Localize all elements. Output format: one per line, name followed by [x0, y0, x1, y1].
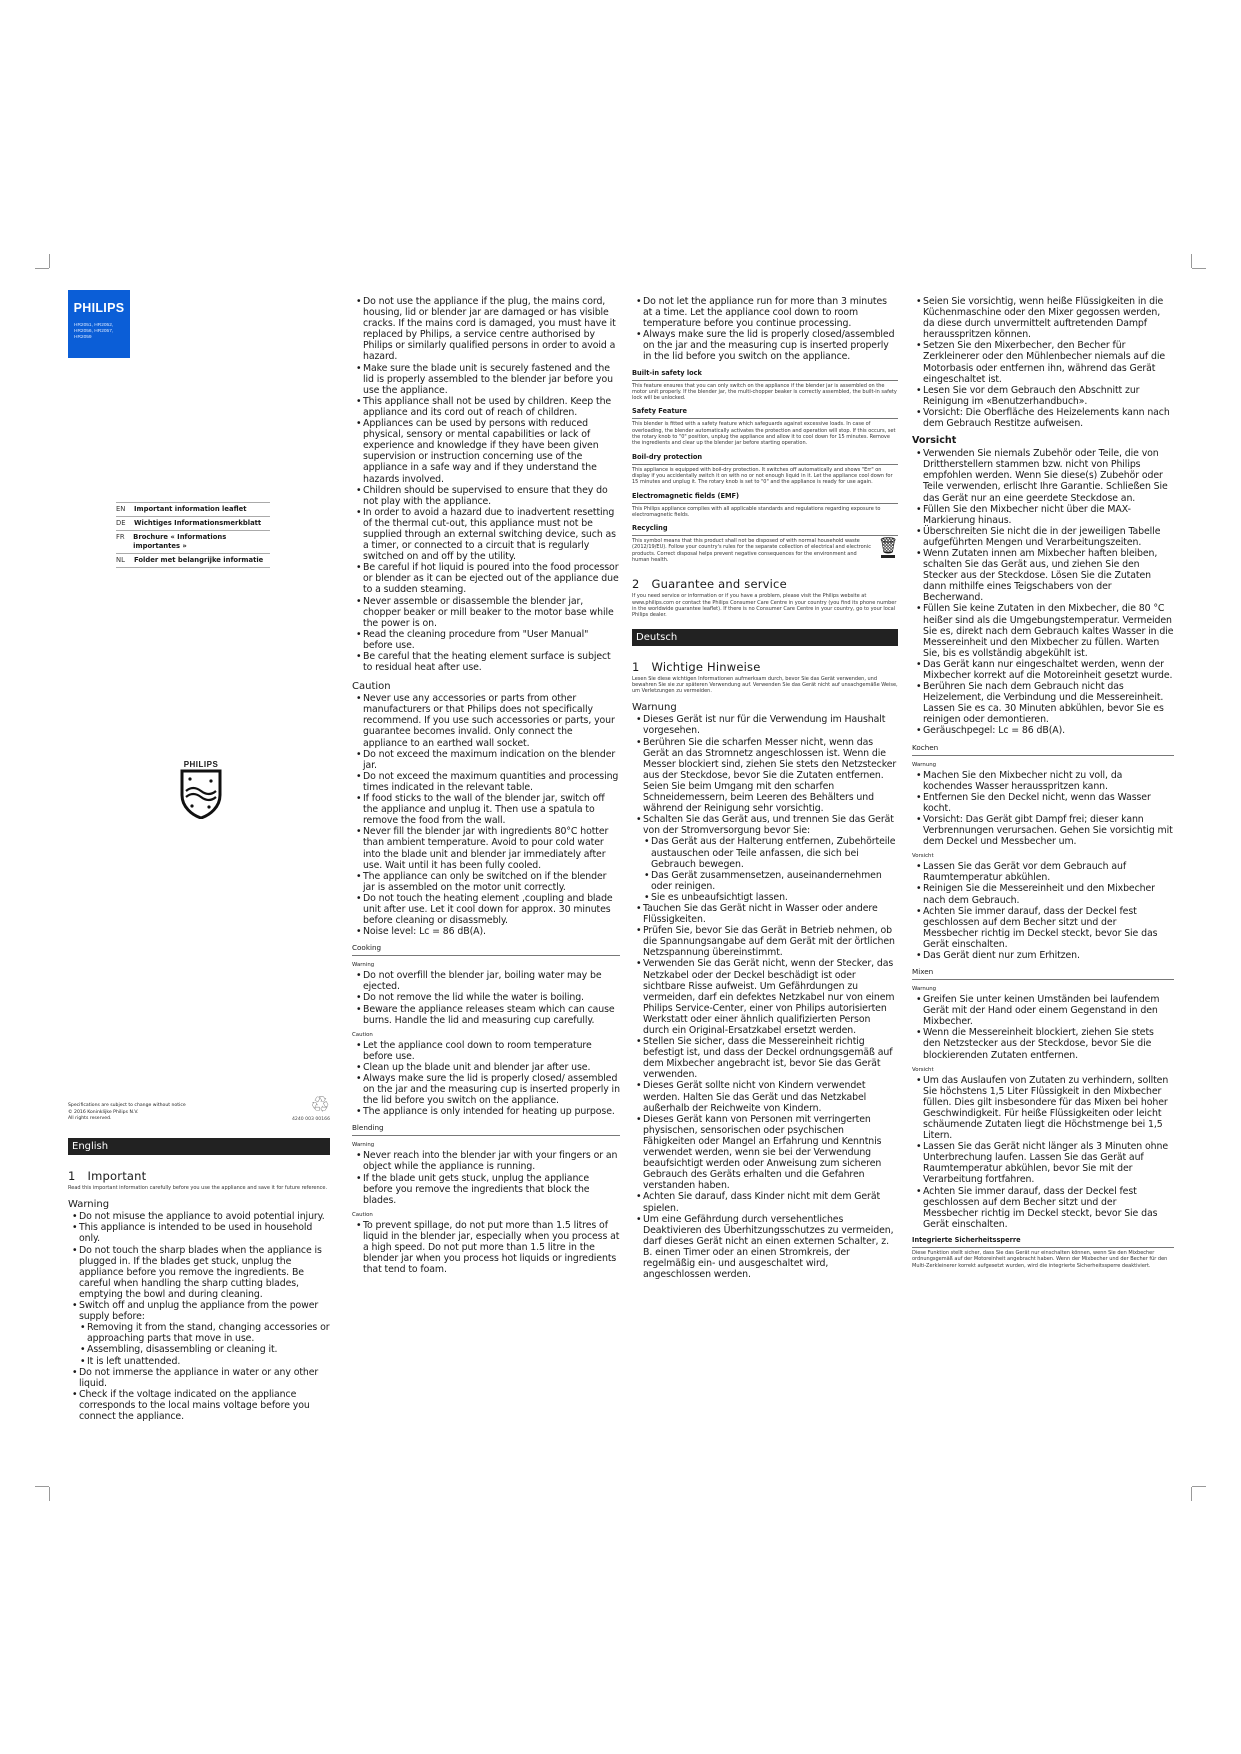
list-item: • Never assemble or disassemble the blender jar, chopper beaker or mill beaker to the motor base while the power is on.: [352, 596, 620, 629]
list-item: • Überschreiten Sie nicht die in der jeweiligen Tabelle aufgeführten Mengen und Verarbeitungszeiten.: [912, 526, 1174, 548]
column-cover: [68, 290, 330, 1422]
boil-dry-heading: Boil-dry protection: [632, 453, 898, 465]
column-deutsch-2: [912, 296, 1174, 1269]
philips-logo: [68, 290, 130, 358]
list-item: • Füllen Sie keine Zutaten in den Mixbecher, die 80 °C heißer sind als die Umgebungstemperatur. Vermeiden Sie es, direkt nach dem Gebrauch kaltes Wasser in die Messereinheit und den Mixbecher zu füllen. Warten Sie, bis es vollständig abgekühlt ist.: [912, 603, 1174, 658]
leaflet-row-en: [116, 502, 270, 516]
list-item: • Entfernen Sie den Deckel nicht, wenn das Wasser kocht.: [912, 792, 1174, 814]
shield-icon: [180, 769, 222, 819]
crop-mark: [49, 254, 50, 268]
list-item: • This appliance shall not be used by children. Keep the appliance and its cord out of reach of children.: [352, 396, 620, 418]
section-heading-important: [68, 1169, 330, 1183]
list-item: • Verwenden Sie das Gerät nicht, wenn der Stecker, das Netzkabel oder der Deckel beschädigt ist oder sichtbare Risse aufweist. Um Gefährdungen zu vermeiden, darf ein defektes Netzkabel nur von einem Philips Service-Center, einer von Philips autorisierten Werkstatt oder einer ähnlich qualifizierten Person durch ein Original-Ersatzkabel ersetzt werden.: [632, 958, 898, 1036]
kochen-warnung-label: Warnung: [912, 761, 937, 768]
list-item: • This appliance is intended to be used in household only.: [68, 1222, 330, 1244]
lang-code: EN: [116, 505, 126, 513]
cooking-warning-list: [352, 970, 620, 1025]
list-item: • Do not let the appliance run for more than 3 minutes at a time. Let the appliance cool down to room temperature before you continue processing.: [632, 296, 898, 329]
warnung-list-continued: [912, 296, 1174, 429]
cooking-warning-label: Warning: [352, 962, 375, 969]
model-line: HR2051, HR2052,: [74, 323, 114, 328]
list-item: • Verwenden Sie niemals Zubehör oder Teile, die von Drittherstellern stammen bzw. nicht von Philips empfohlen werden. Wenn Sie diese(s) Zubehör oder Teile verwenden, erlischt Ihre Garantie. Schließen Sie das Gerät nur an eine geerdete Steckdose an.: [912, 448, 1174, 503]
list-item: • If the blade unit gets stuck, unplug the appliance before you remove the ingredients that block the blades.: [352, 1173, 620, 1206]
list-item: • Do not overfill the blender jar, boiling water may be ejected.: [352, 970, 620, 992]
list-item: • Lassen Sie das Gerät nicht länger als 3 Minuten ohne Unterbrechung laufen. Lassen Sie das Gerät auf Raumtemperatur abkühlen, bevor Sie mit der Verarbeitung fortfahren.: [912, 1141, 1174, 1185]
recycling-block: [632, 538, 898, 563]
list-item: • Wenn die Messereinheit blockiert, ziehen Sie stets den Netzstecker aus der Steckdose, bevor Sie die blockierenden Zutaten entfernen.: [912, 1027, 1174, 1060]
list-item: • Sie es unbeaufsichtigt lassen.: [632, 892, 898, 903]
list-item: • Vorsicht: Die Oberfläche des Heizelements kann nach dem Gebrauch Restitze aufweisen.: [912, 407, 1174, 429]
list-item: • Prüfen Sie, bevor Sie das Gerät in Betrieb nehmen, ob die Spannungsangabe auf dem Gerät mit der örtlichen Netzspannung übereinstimmt.: [632, 925, 898, 958]
list-item: • Achten Sie darauf, dass Kinder nicht mit dem Gerät spielen.: [632, 1191, 898, 1213]
blending-heading: Blending: [352, 1123, 620, 1136]
column-english-3: [632, 296, 898, 1280]
list-item: • Das Gerät aus der Halterung entfernen, Zubehörteile austauschen oder Teile anfassen, die sich bei Gebrauch bewegen.: [632, 836, 898, 869]
list-item: • Das Gerät dient nur zum Erhitzen.: [912, 950, 1174, 961]
list-item: • Achten Sie immer darauf, dass der Deckel fest geschlossen auf dem Becher sitzt und der Messbecher richtig im Deckel steckt, bevor Sie das Gerät einschalten.: [912, 906, 1174, 950]
list-item: • Berühren Sie nach dem Gebrauch nicht das Heizelement, die Verbindung und die Messereinheit. Lassen Sie es ca. 30 Minuten abkühlen, bevor Sie es reinigen oder demontieren.: [912, 681, 1174, 725]
brand-wordmark: PHILIPS: [73, 301, 125, 315]
mixen-warnung-list: [912, 994, 1174, 1061]
list-item: • Do not touch the heating element ,coupling and blade unit after use. Let it cool down for approx. 30 minutes before cleaning or disassmebly.: [352, 893, 620, 926]
mixen-vorsicht-list: [912, 1075, 1174, 1230]
blending-caution-label: Caution: [352, 1211, 373, 1218]
list-item: • Setzen Sie den Mixerbecher, den Becher für Zerkleinerer oder den Mühlenbecher niemals auf die Motorbasis oder entfernen ihn, während das Gerät eingeschaltet ist.: [912, 340, 1174, 384]
lang-code: FR: [116, 533, 125, 541]
list-item: • Reinigen Sie die Messereinheit und den Mixbecher nach dem Gebrauch.: [912, 883, 1174, 905]
list-item: • The appliance is only intended for heating up purpose.: [352, 1106, 620, 1117]
list-item: • The appliance can only be switched on if the blender jar is assembled on the motor unit correctly.: [352, 871, 620, 893]
leaflet-title: Brochure « Informations importantes »: [133, 533, 227, 550]
crop-mark: [35, 1486, 49, 1487]
list-item: • Beware the appliance releases steam which can cause burns. Handle the lid and measuring cup carefully.: [352, 1004, 620, 1026]
blending-caution-list: [352, 1220, 620, 1275]
copyright-text: [68, 1103, 186, 1122]
list-item: • Do not touch the sharp blades when the appliance is plugged in. If the blades get stuck, unplug the appliance before you remove the ingredients. Be careful when handling the sharp cutting blades, emptying the bowl and during cleaning.: [68, 1245, 330, 1300]
caution-heading: Caution: [352, 681, 391, 693]
leaflet-title: Wichtiges Informationsmerkblatt: [134, 519, 262, 527]
list-item: • Dieses Gerät ist nur für die Verwendung im Haushalt vorgesehen.: [632, 714, 898, 736]
kochen-warnung-list: [912, 770, 1174, 848]
language-header-deutsch: Deutsch: [632, 629, 898, 646]
list-item: • Noise level: Lc = 86 dB(A).: [352, 926, 620, 937]
cooking-heading: Cooking: [352, 943, 620, 956]
list-item: • In order to avoid a hazard due to inadvertent resetting of the thermal cut-out, this appliance must not be supplied through an external switching device, such as a timer, or connected to a circuit that is regularly switched on and off by the utility.: [352, 507, 620, 562]
blending-caution-list-continued: [632, 296, 898, 363]
list-item: • Let the appliance cool down to room temperature before use.: [352, 1040, 620, 1062]
list-item: • Be careful that the heating element surface is subject to residual heat after use.: [352, 651, 620, 673]
footer-line: © 2016 Koninklijke Philips N.V.: [68, 1109, 139, 1115]
list-item: • Never fill the blender jar with ingredients 80°C hotter than ambient temperature. Avoid to pour cold water into the blade unit and blender jar immediately after use. Wait until it has been fully cooled.: [352, 826, 620, 870]
list-item: • Read the cleaning procedure from "User Manual" before use.: [352, 629, 620, 651]
list-item: • Achten Sie immer darauf, dass der Deckel fest geschlossen auf dem Becher sitzt und der Messbecher richtig im Deckel steckt, bevor Sie das Gerät einschalten.: [912, 1186, 1174, 1230]
recycling-heading: Recycling: [632, 524, 898, 536]
safety-feature-heading: Safety Feature: [632, 407, 898, 419]
list-item: • Schalten Sie das Gerät aus, und trennen Sie das Gerät von der Stromversorgung bevor Sie:: [632, 814, 898, 836]
crop-mark: [1192, 1486, 1206, 1487]
safety-lock-text: This feature ensures that you can only switch on the appliance if the blender jar is assembled on the motor unit properly. If the blender jar, the multi-chopper beaker is correctly assembled, the built-in safety lock will be unlocked.: [632, 382, 897, 402]
crop-mark: [1191, 1487, 1192, 1501]
crop-mark: [1191, 254, 1192, 268]
list-item: • Das Gerät zusammensetzen, auseinandernehmen oder reinigen.: [632, 870, 898, 892]
leaflet-language-list: [116, 502, 270, 568]
shield-wordmark: PHILIPS: [183, 760, 219, 769]
model-line: HR2059: [74, 335, 92, 340]
lang-code: DE: [116, 519, 126, 527]
list-item: • Removing it from the stand, changing accessories or approaching parts that move in use.: [68, 1322, 330, 1344]
leaflet-title: Folder met belangrijke informatie: [134, 556, 264, 564]
vorsicht-list: [912, 448, 1174, 736]
list-item: • Greifen Sie unter keinen Umständen bei laufendem Gerät mit der Hand oder einem Gegenstand in den Mixbecher.: [912, 994, 1174, 1027]
footer-line: Specifications are subject to change without notice: [68, 1103, 186, 1109]
list-item: • Seien Sie vorsichtig, wenn heiße Flüssigkeiten in die Küchenmaschine oder den Mixer gegossen werden, da diese durch unvermittelt auftretenden Dampf herausspritzen können.: [912, 296, 1174, 340]
kochen-vorsicht-list: [912, 861, 1174, 961]
list-item: • Tauchen Sie das Gerät nicht in Wasser oder andere Flüssigkeiten.: [632, 903, 898, 925]
list-item: • To prevent spillage, do not put more than 1.5 litres of liquid in the blender jar, especially when you process at a high speed. Do not put more than 1.5 litre in the blender jar when you process hot liquids or ingredients that tend to foam.: [352, 1220, 620, 1275]
list-item: • Do not exceed the maximum indication on the blender jar.: [352, 749, 620, 771]
mixen-heading: Mixen: [912, 967, 1174, 980]
list-item: • Do not exceed the maximum quantities and processing times indicated in the relevant table.: [352, 771, 620, 793]
list-item: • Never use any accessories or parts from other manufacturers or that Philips does not specifically recommend. If you use such accessories or parts, your guarantee becomes invalid. Only connect the appliance to an earthed wall socket.: [352, 693, 620, 748]
section-title: Guarantee and service: [651, 577, 787, 592]
model-numbers: [68, 323, 130, 341]
warning-heading: Warning: [68, 1199, 110, 1211]
sicherheitssperre-heading: Integrierte Sicherheitssperre: [912, 1236, 1174, 1248]
warning-list: [68, 1211, 330, 1422]
leaflet-title: Important information leaflet: [134, 505, 247, 513]
guarantee-text: If you need service or information or if you have a problem, please visit the Philips website at www.philips.com or contact the Philips Consumer Care Centre in your country (you find its phone number in the worldwide guarantee leaflet). If there is no Consumer Care Centre in your country, go to your local Philips dealer.: [632, 593, 897, 619]
safety-feature-text: This blender is fitted with a safety feature which safeguards against excessive loads. In case of overloading, the blender automatically activates the protection and operation will stop. If this occurs, set the rotary knob to "0" position, unplug the appliance and allow it to cool down for 15 minutes. Remove the ingredients and clear up the blender jar before starting operation.: [632, 421, 896, 447]
list-item: • It is left unattended.: [68, 1356, 330, 1367]
section-number: 1: [632, 659, 640, 674]
list-item: • Füllen Sie den Mixbecher nicht über die MAX-Markierung hinaus.: [912, 504, 1174, 526]
list-item: • Always make sure the lid is properly closed/assembled on the jar and the measuring cup is inserted properly in the lid before you switch on the appliance.: [632, 329, 898, 362]
list-item: • Be careful if hot liquid is poured into the food processor or blender as it can be ejected out of the appliance due to a sudden steaming.: [352, 562, 620, 595]
list-item: • Stellen Sie sicher, dass die Messereinheit richtig befestigt ist, und dass der Deckel ordnungsgemäß auf dem Mixbecher angebracht ist, bevor Sie das Gerät verwenden.: [632, 1036, 898, 1080]
footer-line: All rights reserved.: [68, 1115, 112, 1121]
section-title: Wichtige Hinweise: [651, 659, 761, 674]
model-line: HR2056, HR2057,: [74, 329, 114, 334]
recycle-icon: ♲: [310, 1093, 330, 1118]
list-item: • Um eine Gefährdung durch versehentliches Deaktivieren des Überhitzungsschutzes zu vermeiden, darf dieses Gerät nicht an einen externen Schalter, z. B. einen Timer oder an einen Stromkreis, der regelmäßig ein- und ausgeschaltet wird, angeschlossen werden.: [632, 1214, 898, 1281]
section-title: Important: [87, 1169, 147, 1183]
emf-heading: Electromagnetic fields (EMF): [632, 492, 898, 504]
list-item: • Clean up the blade unit and blender jar after use.: [352, 1062, 620, 1073]
list-item: • Berühren Sie die scharfen Messer nicht, wenn das Gerät an das Stromnetz angeschlossen ist. Wenn die Messer blockiert sind, ziehen Sie stets den Netzstecker aus der Steckdose, bevor Sie die Zutaten entfernen. Seien Sie beim Umgang mit den scharfen Schneidemessern, beim Leeren des Behälters und während der Reinigung sehr vorsichtig.: [632, 737, 898, 815]
list-item: • Machen Sie den Mixbecher nicht zu voll, da kochendes Wasser herausspritzen kann.: [912, 770, 1174, 792]
list-item: • If food sticks to the wall of the blender jar, switch off the appliance and unplug it. Then use a spatula to remove the food from the wall.: [352, 793, 620, 826]
list-item: • Do not remove the lid while the water is boiling.: [352, 992, 620, 1003]
list-item: • Make sure the blade unit is securely fastened and the lid is properly assembled to the blender jar before you use the appliance.: [352, 363, 620, 396]
kochen-heading: Kochen: [912, 743, 1174, 756]
list-item: • Never reach into the blender jar with your fingers or an object while the appliance is running.: [352, 1150, 620, 1172]
column-english-2: [352, 296, 620, 1275]
sicherheitssperre-text: Diese Funktion stellt sicher, dass Sie das Gerät nur einschalten können, wenn Sie den Mixbecher ordnungsgemäß auf der Motoreinheit angebracht haben. Wenn der Mixbecher und der Becher für den Multi-Zerkleinerer korrekt aufgesetzt wurden, wird die integrierte Sicherheitssperre deaktiviert.: [912, 1249, 1168, 1269]
philips-shield-logo: [180, 760, 222, 823]
caution-list: [352, 693, 620, 937]
blending-warning-label: Warning: [352, 1142, 375, 1149]
list-item: • Lassen Sie das Gerät vor dem Gebrauch auf Raumtemperatur abkühlen.: [912, 861, 1174, 883]
bin-bar: [881, 555, 895, 558]
list-item: • Appliances can be used by persons with reduced physical, sensory or mental capabilities or lack of experience and knowledge if they have been given supervision or instruction concerning use of the appliance in a safe way and if they understand the hazards involved.: [352, 418, 620, 485]
lang-code: NL: [116, 556, 125, 564]
blending-warning-list: [352, 1150, 620, 1205]
list-item: • Geräuschpegel: Lc = 86 dB(A).: [912, 725, 1174, 736]
list-item: • Assembling, disassembling or cleaning it.: [68, 1344, 330, 1355]
recycle-block: [292, 1095, 330, 1122]
vorsicht-heading: Vorsicht: [912, 435, 957, 447]
mixen-vorsicht-label: Vorsicht: [912, 1066, 934, 1073]
list-item: • Vorsicht: Das Gerät gibt Dampf frei; dieser kann Verbrennungen verursachen. Gehen Sie vorsichtig mit dem Deckel und Messbecher um.: [912, 814, 1174, 847]
section-heading-wichtige-hinweise: [632, 660, 898, 674]
document-number: 4240 003 00166: [292, 1117, 330, 1122]
section-number: 1: [68, 1169, 76, 1183]
emf-text: This Philips appliance complies with all applicable standards and regulations regarding exposure to electromagnetic fields.: [632, 505, 881, 518]
list-item: • Das Gerät kann nur eingeschaltet werden, wenn der Mixbecher korrekt auf die Motoreinheit gesetzt wurde.: [912, 659, 1174, 681]
section-number: 2: [632, 577, 640, 592]
leaflet-row-nl: [116, 553, 270, 568]
list-item: • Check if the voltage indicated on the appliance corresponds to the local mains voltage before you connect the appliance.: [68, 1389, 330, 1422]
list-item: • Dieses Gerät sollte nicht von Kindern verwendet werden. Halten Sie das Gerät und das Netzkabel außerhalb der Reichweite von Kindern.: [632, 1080, 898, 1113]
warnung-heading: Warnung: [632, 702, 677, 714]
cooking-caution-label: Caution: [352, 1031, 373, 1038]
warnung-list: [632, 714, 898, 1280]
crop-mark: [49, 1487, 50, 1501]
intro-text: Read this important information carefully before you use the appliance and save it for future reference.: [68, 1185, 328, 1191]
leaflet-row-fr: [116, 530, 270, 553]
intro-text-de: Lesen Sie diese wichtigen Informationen aufmerksam durch, bevor Sie das Gerät verwenden, und bewahren Sie sie zur späteren Verwendung auf. Verwenden Sie das Gerät nicht auf unsachgemäße Weise, um Verletzungen zu vermeiden.: [632, 675, 898, 695]
list-item: • Switch off and unplug the appliance from the power supply before:: [68, 1300, 330, 1322]
list-item: • Children should be supervised to ensure that they do not play with the appliance.: [352, 485, 620, 507]
list-item: • Um das Auslaufen von Zutaten zu verhindern, sollten Sie höchstens 1,5 Liter Flüssigkeit in den Mixbecher füllen. Dies gilt insbesondere für das Mixen bei hoher Geschwindigkeit. Für heiße Flüssigkeiten oder leicht schäumende Zutaten liegt die Höchstmenge bei 1,5 Litern.: [912, 1075, 1174, 1142]
crossed-bin-icon: [878, 538, 898, 563]
language-header-english: English: [68, 1138, 330, 1155]
crop-mark: [1192, 268, 1206, 269]
mixen-warnung-label: Warnung: [912, 986, 937, 993]
copyright-block: [68, 1095, 330, 1122]
kochen-vorsicht-label: Vorsicht: [912, 853, 934, 860]
list-item: • Do not misuse the appliance to avoid potential injury.: [68, 1211, 330, 1222]
list-item: • Always make sure the lid is properly closed/ assembled on the jar and the measuring cup is inserted properly in the lid before you switch on the appliance.: [352, 1073, 620, 1106]
safety-lock-heading: Built-in safety lock: [632, 369, 898, 381]
list-item: • Wenn Zutaten innen am Mixbecher haften bleiben, schalten Sie das Gerät aus, und ziehen Sie den Stecker aus der Steckdose. Lösen Sie die Zutaten dann mithilfe eines Teigschabers von der Becherwand.: [912, 548, 1174, 603]
recycling-text: This symbol means that this product shall not be disposed of with normal household waste (2012/19/EU). Follow your country's rules for the separate collection of electrical and electronic products. Correct disposal helps prevent negative consequences for the environment and human health.: [632, 538, 871, 564]
warning-list-continued: [352, 296, 620, 673]
list-item: • Do not use the appliance if the plug, the mains cord, housing, lid or blender jar are damaged or has visible cracks. If the mains cord is damaged, you must have it replaced by Philips, a service centre authorised by Philips or similarly qualified persons in order to avoid a hazard.: [352, 296, 620, 363]
boil-dry-text: This appliance is equipped with boil-dry protection. It switches off automatically and shows "Err" on display if you accidentally switch it on with no or not enough liquid in it. Let the appliance cool down for 15 minutes and unplug it. The rotary knob is set to "0" and the appliance is ready for use again.: [632, 466, 893, 486]
leaflet-row-de: [116, 516, 270, 530]
list-item: • Do not immerse the appliance in water or any other liquid.: [68, 1367, 330, 1389]
crop-mark: [35, 268, 49, 269]
list-item: • Dieses Gerät kann von Personen mit verringerten physischen, sensorischen oder psychischen Fähigkeiten oder Mangel an Erfahrung und Kenntnis verwendet werden, wenn sie bei der Verwendung beaufsichtigt werden oder Anweisung zum sicheren Gebrauch des Geräts erhalten und die Gefahren verstanden haben.: [632, 1114, 898, 1192]
list-item: • Lesen Sie vor dem Gebrauch den Abschnitt zur Reinigung im «Benutzerhandbuch».: [912, 385, 1174, 407]
bin-glyph: 🗑: [878, 536, 899, 556]
cooking-caution-list: [352, 1040, 620, 1118]
section-heading-guarantee: [632, 577, 898, 591]
